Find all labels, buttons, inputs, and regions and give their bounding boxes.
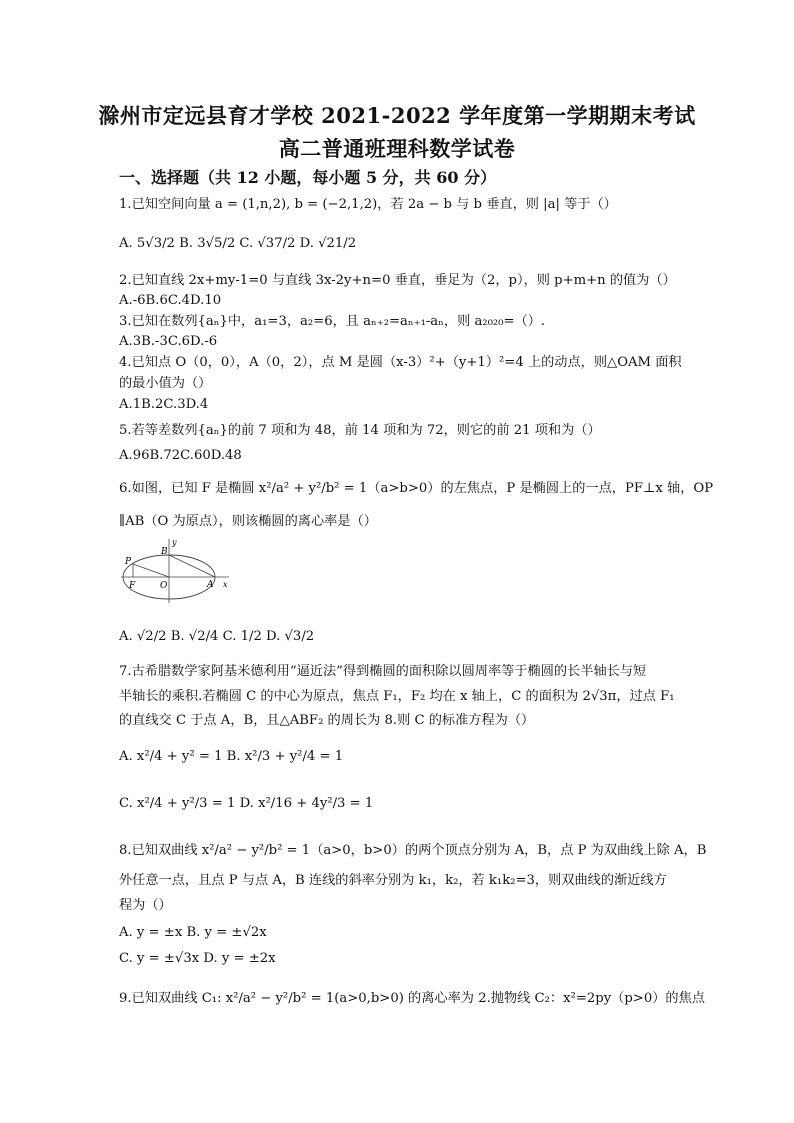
q8-stem-cont2: 程为（） xyxy=(119,898,172,913)
q4-stem-cont: 的最小值为（） xyxy=(119,376,212,391)
q8-options-ab: A. y = ±x B. y = ±√2x xyxy=(119,925,267,940)
q5-options: A.96B.72C.60D.48 xyxy=(119,448,242,463)
fig-label-y: y xyxy=(172,538,177,547)
q8-stem-cont1: 外任意一点，且点 P 与点 A，B 连线的斜率分别为 k₁，k₂，若 k₁k₂=3，则双曲线的渐近线方 xyxy=(119,873,667,888)
fig-label-b: B xyxy=(161,547,168,557)
q6-options: A. √2/2 B. √2/4 C. 1/2 D. √3/2 xyxy=(119,629,315,644)
exam-subtitle: 高二普通班理科数学试卷 xyxy=(278,136,516,161)
ellipse-diagram xyxy=(119,537,234,607)
q7-options-cd: C. x²/4 + y²/3 = 1 D. x²/16 + 4y²/3 = 1 xyxy=(119,796,374,811)
fig-label-o: O xyxy=(160,581,168,591)
q8-stem: 8.已知双曲线 x²/a² − y²/b² = 1（a>0，b>0）的两个顶点分别为 A，B，点 P 为双曲线上除 A，B xyxy=(119,843,707,858)
fig-label-f: F xyxy=(129,581,136,591)
section-heading: 一、选择题（共 12 小题，每小题 5 分，共 60 分） xyxy=(119,168,497,187)
q8-options-cd: C. y = ±√3x D. y = ±2x xyxy=(119,951,276,966)
q9-stem: 9.已知双曲线 C₁: x²/a² − y²/b² = 1(a>0,b>0) 的离心率为 2.抛物线 C₂：x²=2py（p>0）的焦点 xyxy=(119,991,705,1006)
fig-label-x: x xyxy=(223,580,228,589)
q2-stem: 2.已知直线 2x+my-1=0 与直线 3x-2y+n=0 垂直，垂足为（2，p），则 p+m+n 的值为（） xyxy=(119,273,676,288)
ellipse-figure xyxy=(119,537,234,611)
q7-stem-cont1: 半轴长的乘积.若椭圆 C 的中心为原点，焦点 F₁，F₂ 均在 x 轴上，C 的面积为 2√3π，过点 F₁ xyxy=(119,689,675,704)
q3-options: A.3B.-3C.6D.-6 xyxy=(119,334,218,349)
fig-label-a: A xyxy=(207,580,214,590)
fig-label-p: P xyxy=(125,557,132,567)
q1-options: A. 5√3/2 B. 3√5/2 C. √37/2 D. √21/2 xyxy=(119,236,357,251)
q6-stem: 6.如图，已知 F 是椭圆 x²/a² + y²/b² = 1（a>b>0）的左焦点，P 是椭圆上的一点，PF⊥x 轴，OP xyxy=(119,481,714,496)
exam-title: 滁州市定远县育才学校 2021-2022 学年度第一学期期末考试 xyxy=(98,103,696,128)
q6-stem-cont: ∥AB（O 为原点），则该椭圆的离心率是（） xyxy=(119,514,377,529)
q2-options: A.-6B.6C.4D.10 xyxy=(119,293,222,308)
q1-stem: 1.已知空间向量 a = (1,n,2), b = (−2,1,2)，若 2a − b 与 b 垂直，则 |a| 等于（） xyxy=(119,197,617,212)
q7-stem-cont2: 的直线交 C 于点 A，B，且△ABF₂ 的周长为 8.则 C 的标准方程为（） xyxy=(119,713,535,728)
q7-stem: 7.古希腊数学家阿基米德利用“逼近法”得到椭圆的面积除以圆周率等于椭圆的长半轴长与短 xyxy=(119,664,647,679)
q7-options-ab: A. x²/4 + y² = 1 B. x²/3 + y²/4 = 1 xyxy=(119,749,344,764)
q3-stem: 3.已知在数列{aₙ}中，a₁=3，a₂=6，且 aₙ₊₂=aₙ₊₁-aₙ，则 a₂₀₂₀=（）. xyxy=(119,314,546,329)
q5-stem: 5.若等差数列{aₙ}的前 7 项和为 48，前 14 项和为 72，则它的前 21 项和为（） xyxy=(119,423,601,438)
q4-options: A.1B.2C.3D.4 xyxy=(119,397,209,412)
q4-stem: 4.已知点 O（0，0），A（0，2），点 M 是圆（x-3）²+（y+1）²=4 上的动点，则△OAM 面积 xyxy=(119,355,682,370)
